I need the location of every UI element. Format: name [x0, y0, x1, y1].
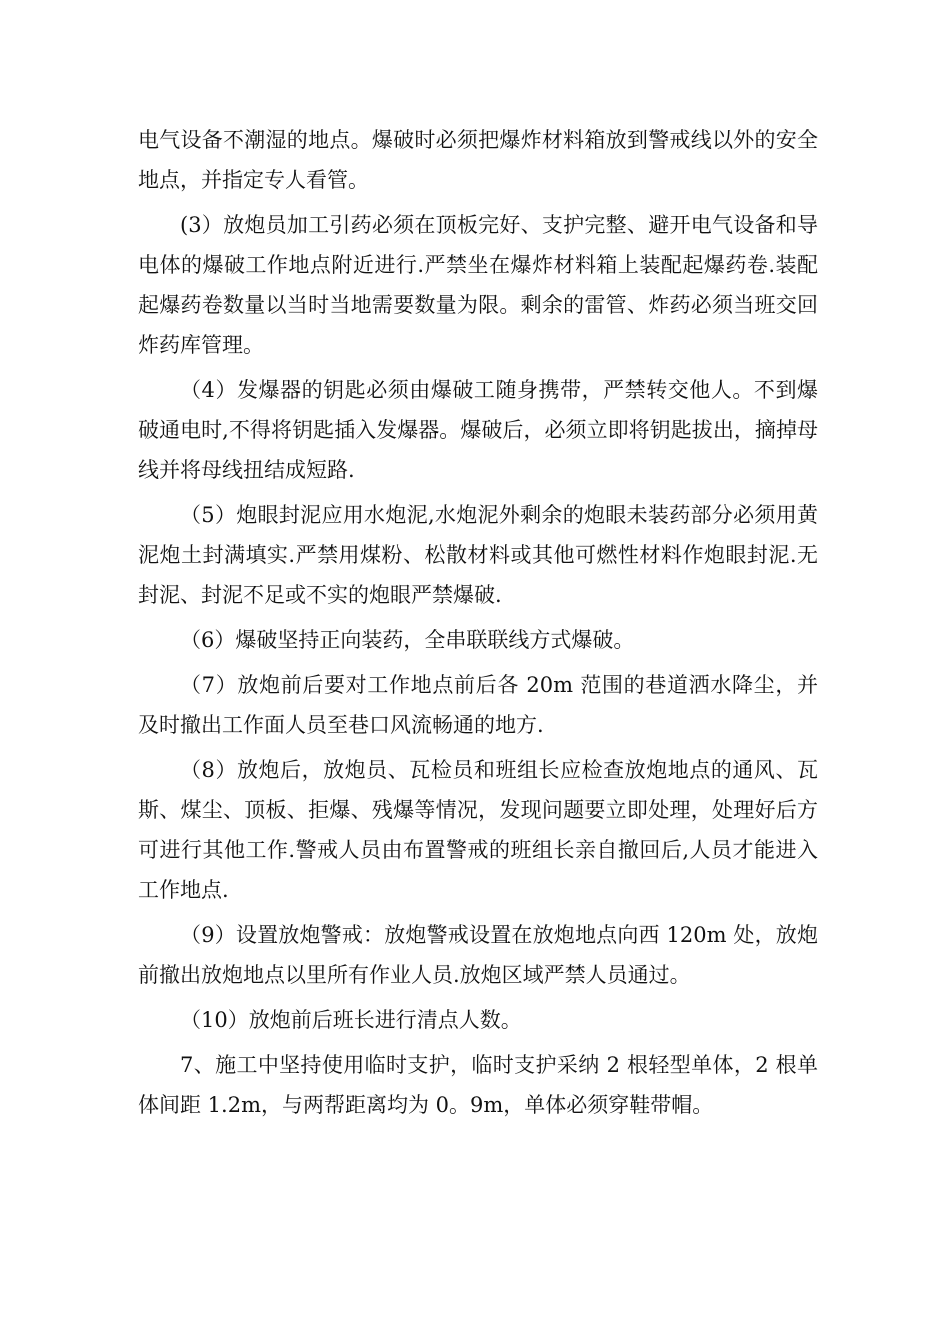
paragraph-10: 7、施工中坚持使用临时支护，临时支护采纳 2 根轻型单体，2 根单体间距 1.2m，与两帮距离均为 0。9m，单体必须穿鞋带帽。: [138, 1053, 818, 1117]
paragraph-7: （8）放炮后，放炮员、瓦检员和班组长应检查放炮地点的通风、瓦斯、煤尘、顶板、拒爆、残爆等情况，发现问题要立即处理，处理好后方可进行其他工作.警戒人员由布置警戒的班组长亲自撤回后,人员才能进入工作地点.: [138, 758, 818, 902]
document-body: [138, 120, 818, 1130]
paragraph-2: (3）放炮员加工引药必须在顶板完好、支护完整、避开电气设备和导电体的爆破工作地点附近进行.严禁坐在爆炸材料箱上装配起爆药卷.装配起爆药卷数量以当时当地需要数量为限。剩余的雷管、炸药必须当班交回炸药库管理。: [138, 213, 818, 357]
paragraph-3: （4）发爆器的钥匙必须由爆破工随身携带，严禁转交他人。不到爆破通电时,不得将钥匙插入发爆器。爆破后，必须立即将钥匙拔出，摘掉母线并将母线扭结成短路.: [138, 378, 818, 482]
paragraph-8: （9）设置放炮警戒：放炮警戒设置在放炮地点向西 120m 处，放炮前撤出放炮地点以里所有作业人员.放炮区域严禁人员通过。: [138, 923, 818, 987]
paragraph-5: （6）爆破坚持正向装药，全串联联线方式爆破。: [180, 628, 635, 652]
paragraph-1: 电气设备不潮湿的地点。爆破时必须把爆炸材料箱放到警戒线以外的安全地点，并指定专人看管。: [138, 128, 818, 192]
paragraph-9: （10）放炮前后班长进行清点人数。: [180, 1008, 522, 1032]
paragraph-4: （5）炮眼封泥应用水炮泥,水炮泥外剩余的炮眼未装药部分必须用黄泥炮土封满填实.严禁用煤粉、松散材料或其他可燃性材料作炮眼封泥.无封泥、封泥不足或不实的炮眼严禁爆破.: [138, 503, 818, 607]
paragraph-6: （7）放炮前后要对工作地点前后各 20m 范围的巷道洒水降尘，并及时撤出工作面人员至巷口风流畅通的地方.: [138, 673, 818, 737]
